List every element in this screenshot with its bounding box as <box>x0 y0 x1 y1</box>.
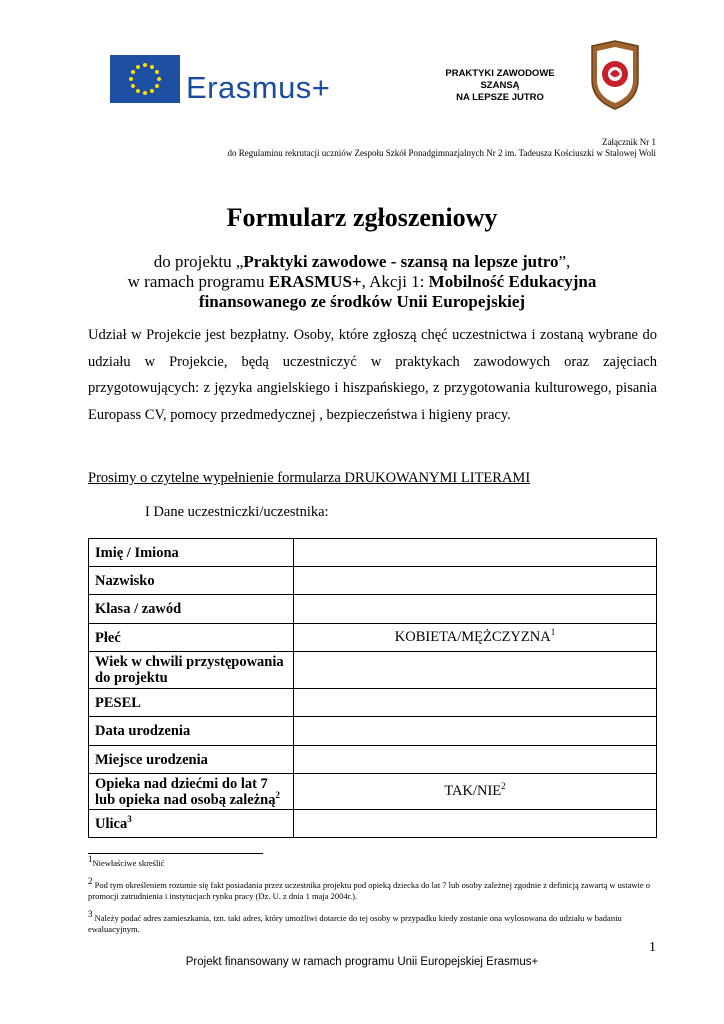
footnote-1 <box>88 854 657 869</box>
eu-flag-icon <box>110 55 180 103</box>
footnote-3 <box>88 909 657 935</box>
annex-number: Załącznik Nr 1 <box>602 137 656 147</box>
table-row <box>89 746 657 774</box>
footnote-ref: 2 <box>501 781 506 792</box>
field-label <box>89 810 294 838</box>
footnote-2 <box>88 876 657 902</box>
subtitle-text: w ramach programu <box>127 272 269 291</box>
field-label: Klasa / zawód <box>89 595 294 624</box>
field-label-text: Opieka nad dziećmi do lat 7 lub opieka nad osobą zależną <box>95 775 276 808</box>
street-field[interactable] <box>294 810 657 838</box>
class-profession-field[interactable] <box>294 595 657 624</box>
table-row <box>89 689 657 717</box>
footnote-mark: 1 <box>88 854 93 865</box>
erasmus-logo-text: Erasmus+ <box>186 70 331 105</box>
subtitle-line-1 <box>0 252 724 272</box>
table-row <box>89 539 657 567</box>
first-name-field[interactable] <box>294 539 657 567</box>
table-row <box>89 652 657 689</box>
table-row <box>89 774 657 810</box>
page-footer: Projekt finansowany w ramach programu Unii Europejskiej Erasmus+ <box>185 956 539 968</box>
dependent-care-field[interactable] <box>294 774 657 810</box>
field-label: Miejsce urodzenia <box>89 746 294 774</box>
subtitle-line-2 <box>0 272 724 292</box>
field-label: Imię / Imiona <box>89 539 294 567</box>
page-number: 1 <box>649 940 656 955</box>
slogan-line: SZANSĄ <box>480 80 520 91</box>
intro-paragraph: Udział w Projekcie jest bezpłatny. Osoby, które zgłoszą chęć uczestnictwa i zostaną wybrane do udziału w Projekcie, będą uczestniczyć w praktykach zawodowych oraz zajęciach przygotowujących: z języka angielskiego i hiszpańskiego, z przygotowania kulturowego, pisania Europass CV, pomocy przedmedycznej , bezpieczeństwa i higieny pracy. <box>88 327 657 423</box>
table-row <box>89 810 657 838</box>
footnote-ref: 2 <box>275 789 280 800</box>
page-title: Formularz zgłoszeniowy <box>226 203 498 232</box>
birth-place-field[interactable] <box>294 746 657 774</box>
footnote-ref: 1 <box>550 627 556 638</box>
subtitle-text: do projektu „ <box>153 252 244 271</box>
action-name: Mobilność Edukacyjna <box>428 272 597 291</box>
footnote-ref: 3 <box>127 813 132 824</box>
yes-no-options: TAK/NIE <box>444 783 502 799</box>
table-row <box>89 595 657 624</box>
footnote-text: Pod tym określeniem rozumie się fakt posiadania przez uczestnika projektu pod opieką dziecka do lat 7 lub osoby zależnej zgodnie z definicją zawartą w ustawie o promocji zatrudnienia i instytucjach rynku pracy (Dz. U. z dnia 1 maja 2004r.). <box>88 880 650 901</box>
field-label: Płeć <box>89 624 294 652</box>
participant-data-table <box>88 538 657 838</box>
slogan-line: PRAKTYKI ZAWODOWE <box>445 68 555 79</box>
project-name: Praktyki zawodowe - szansą na lepsze jutro <box>243 252 559 271</box>
footnote-mark: 2 <box>88 876 93 887</box>
field-label: Wiek w chwili przystępowania do projektu <box>89 652 294 689</box>
field-label: Data urodzenia <box>89 717 294 746</box>
pesel-field[interactable] <box>294 689 657 717</box>
project-slogan <box>420 68 580 104</box>
fill-instruction: Prosimy o czytelne wypełnienie formularza DRUKOWANYMI LITERAMI <box>88 470 531 486</box>
table-row <box>89 567 657 595</box>
table-row <box>89 717 657 746</box>
footnote-divider <box>88 853 263 854</box>
last-name-field[interactable] <box>294 567 657 595</box>
school-crest-icon <box>588 40 642 110</box>
gender-options: KOBIETA/MĘŻCZYZNA <box>394 629 551 645</box>
field-label: Nazwisko <box>89 567 294 595</box>
subtitle-text: ”, <box>558 252 571 271</box>
footnote-text: Niewłaściwe skreślić <box>92 858 165 868</box>
subtitle-text: , Akcji 1: <box>361 272 429 291</box>
gender-field[interactable] <box>294 624 657 652</box>
age-field[interactable] <box>294 652 657 689</box>
footnote-mark: 3 <box>88 909 93 920</box>
birth-date-field[interactable] <box>294 717 657 746</box>
section-title: I Dane uczestniczki/uczestnika: <box>145 504 329 520</box>
footnote-text: Należy podać adres zamieszkania, tzn. taki adres, który umożliwi dotarcie do tej osoby w przypadku kiedy zostanie ona wylosowana do udziału w badaniu ewaluacyjnym. <box>88 913 622 934</box>
field-label <box>89 774 294 810</box>
field-label: PESEL <box>89 689 294 717</box>
program-name: ERASMUS+ <box>268 272 362 291</box>
annex-description: do Regulaminu rekrutacji uczniów Zespołu Szkół Ponadgimnazjalnych Nr 2 im. Tadeusza Kościuszki w Stalowej Woli <box>227 148 656 158</box>
table-row <box>89 624 657 652</box>
subtitle-line-3: finansowanego ze środków Unii Europejskiej <box>198 292 526 311</box>
slogan-line: NA LEPSZE JUTRO <box>456 92 544 103</box>
field-label-text: Ulica <box>95 815 128 832</box>
